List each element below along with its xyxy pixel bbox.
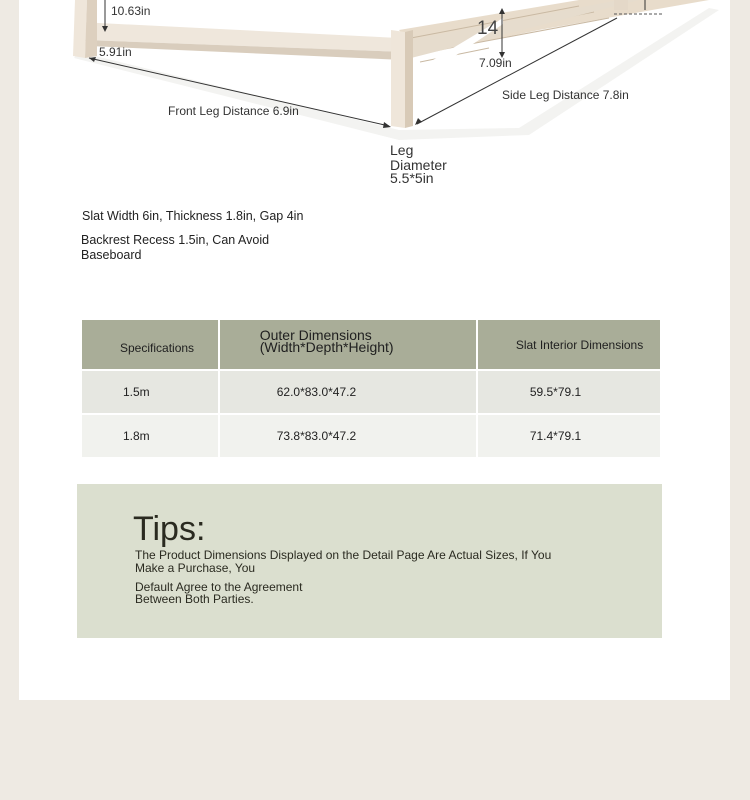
leg-diameter-label: [390, 144, 480, 185]
leg-height-label: 5.91in: [99, 45, 132, 59]
header-outer-line2: (Width*Depth*Height): [259, 338, 394, 355]
cell-outer: 73.8*83.0*47.2: [219, 414, 477, 458]
leg-diameter-line2: Diameter: [390, 157, 447, 173]
tips-line3: Default Agree to the Agreement: [135, 580, 303, 594]
backrest-note: [81, 233, 269, 263]
tips-title: Tips:: [133, 510, 206, 548]
header-specifications: Specifications: [81, 319, 219, 370]
cell-size: 1.5m: [81, 370, 219, 414]
tips-box: [77, 484, 662, 638]
cell-size: 1.8m: [81, 414, 219, 458]
cell-outer: 62.0*83.0*47.2: [219, 370, 477, 414]
table-row: [81, 370, 661, 414]
cell-interior: 59.5*79.1: [477, 370, 661, 414]
headboard-height-label: 10.63in: [111, 4, 151, 18]
product-detail-card: [19, 0, 730, 700]
header-outer-dimensions: [219, 319, 477, 370]
inner-height-label: 7.09in: [479, 56, 512, 70]
table-row: [81, 414, 661, 458]
cell-interior: 71.4*79.1: [477, 414, 661, 458]
tips-line4: Between Both Parties.: [135, 592, 254, 606]
leg-diameter-line3: 5.5*5in: [390, 170, 434, 186]
header-outer-line1: Outer Dimensions: [259, 326, 372, 343]
front-leg-distance-label: Front Leg Distance 6.9in: [168, 104, 299, 118]
tips-line2: Make a Purchase, You: [135, 561, 256, 575]
backrest-note-line1: Backrest Recess 1.5in, Can Avoid: [81, 233, 270, 247]
slat-count-label: 14: [477, 18, 499, 39]
header-slat-interior: Slat Interior Dimensions: [477, 319, 661, 370]
slat-note: Slat Width 6in, Thickness 1.8in, Gap 4in: [82, 209, 304, 223]
table-header-row: [81, 319, 661, 370]
backrest-note-line2: Baseboard: [81, 248, 142, 262]
leg-diameter-line1: Leg: [390, 142, 414, 158]
side-leg-distance-label: Side Leg Distance 7.8in: [502, 88, 629, 102]
specifications-table: [80, 318, 662, 459]
bed-dimension-diagram: [19, 0, 730, 200]
tips-line1: The Product Dimensions Displayed on the Detail Page Are Actual Sizes, If You: [135, 548, 552, 562]
